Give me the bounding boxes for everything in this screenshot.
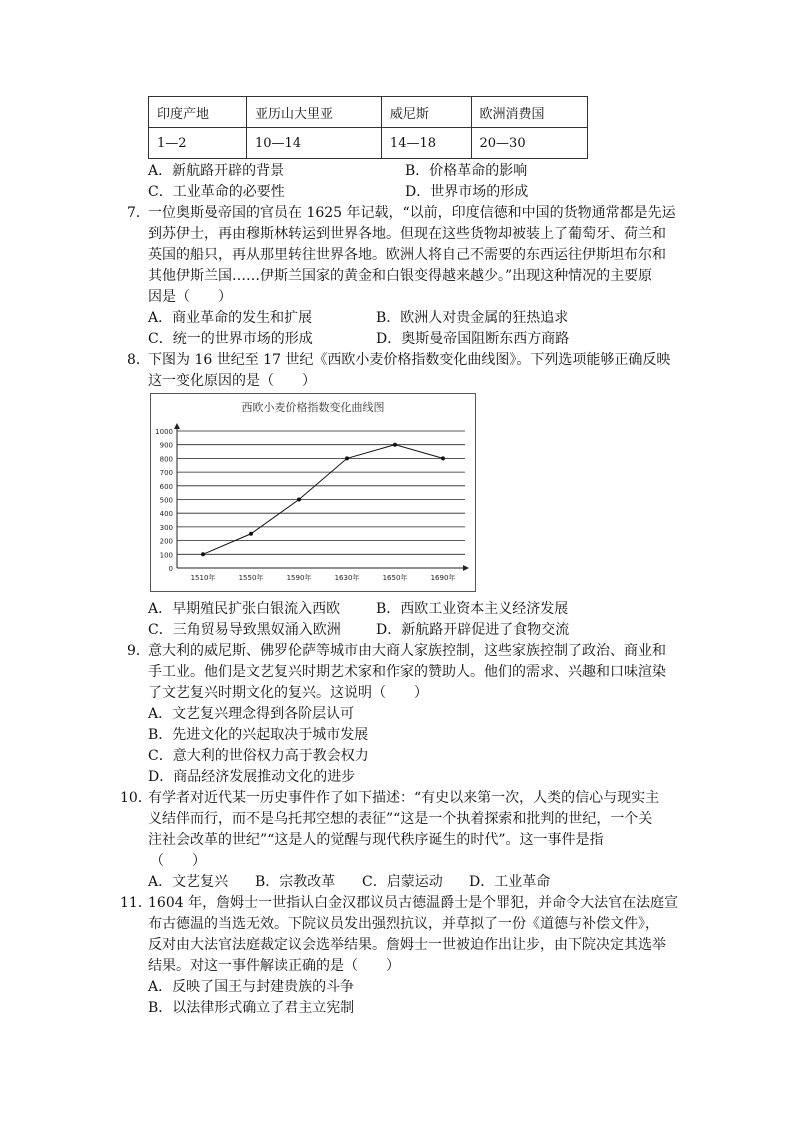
- q8-stem-line: 下图为 16 世纪至 17 世纪《西欧小麦价格指数变化曲线图》。下列选项能够正确反映: [148, 352, 671, 368]
- q8-option-d: D．新航路开辟促进了食物交流: [376, 622, 570, 638]
- x-tick-label: 1550年: [238, 574, 264, 582]
- data-point: [441, 456, 445, 460]
- y-tick-label: 0: [168, 565, 173, 573]
- y-tick-label: 600: [159, 482, 173, 491]
- q7-stem-line: 其他伊斯兰国……伊斯兰国家的黄金和白银变得越来越少。”出现这种情况的主要原: [148, 268, 653, 284]
- table-header-cell: 欧洲消费国: [471, 97, 587, 128]
- q11-stem-line: 布古德温的当选无效。下院议员发出强烈抗议，并草拟了一份《道德与补偿文件》，: [148, 916, 659, 932]
- q8-number: 8．: [127, 352, 150, 368]
- q11-option-a: A．反映了国王与封建贵族的斗争: [148, 979, 355, 995]
- q8-option-b: B．西欧工业资本主义经济发展: [376, 601, 569, 617]
- q11-stem-line: 反对由大法官法庭裁定议会选举结果。詹姆士一世被迫作出让步，由下院决定其选举: [148, 937, 666, 953]
- q8-option-c: C．三角贸易导致黑奴涌入欧洲: [148, 622, 341, 638]
- q7-option-c: C．统一的世界市场的形成: [148, 331, 313, 347]
- q7-stem-line: 英国的船只，再从那里转往世界各地。欧洲人将自己不需要的东西运往伊斯坦布尔和: [148, 247, 666, 263]
- q10-stem-line: 有学者对近代某一历史事件作了如下描述：“有史以来第一次，人类的信心与现实主: [148, 790, 660, 806]
- q7-option-b: B．欧洲人对贵金属的狂热追求: [376, 310, 569, 326]
- y-tick-label: 300: [159, 523, 173, 532]
- chart-svg: [151, 394, 475, 591]
- q9-option-b: B．先进文化的兴起取决于城市发展: [148, 727, 369, 743]
- y-tick-label: 200: [159, 537, 173, 546]
- data-point: [393, 443, 397, 447]
- data-point: [297, 498, 301, 502]
- chart-title: 西欧小麦价格指数变化曲线图: [241, 401, 385, 414]
- table-header-cell: 印度产地: [149, 97, 247, 128]
- table-cell: 14—18: [381, 128, 471, 159]
- table-row: [149, 97, 588, 128]
- q8-option-a: A．早期殖民扩张白银流入西欧: [148, 601, 341, 617]
- q9-option-a: A．文艺复兴理念得到各阶层认可: [148, 706, 355, 722]
- q11-option-b: B．以法律形式确立了君主立宪制: [148, 1000, 355, 1016]
- q10-stem-line: 义结伴而行，而不是乌托邦空想的表征”“这是一个执着探索和批判的世纪，一个关: [148, 811, 653, 827]
- q9-stem-line: 了文艺复兴时期文化的复兴。这说明（ ）: [148, 685, 428, 701]
- x-tick-label: 1690年: [430, 574, 456, 582]
- price-table: [148, 96, 588, 159]
- q7-number: 7．: [127, 205, 150, 221]
- table-cell: 20—30: [471, 128, 587, 159]
- q6-option-c: C．工业革命的必要性: [148, 184, 285, 200]
- q11-stem-line: 结果。对这一事件解读正确的是（ ）: [148, 958, 400, 974]
- data-point: [249, 532, 253, 536]
- y-tick-label: 400: [159, 510, 173, 519]
- q7-stem-line: 因是（ ）: [148, 289, 232, 305]
- y-tick-label: 700: [159, 469, 173, 478]
- q10-stem-line: （ ）: [150, 853, 206, 869]
- y-tick-label: 500: [159, 496, 173, 505]
- wheat-price-chart: [150, 393, 476, 592]
- q10-option-d: D．工业革命: [469, 874, 551, 890]
- x-tick-label: 1630年: [334, 574, 360, 582]
- q10-option-c: C．启蒙运动: [362, 874, 443, 890]
- x-tick-label: 1650年: [382, 574, 408, 582]
- q7-stem-line: 到苏伊士，再由穆斯林转运到世界各地。但现在这些货物却被装上了葡萄牙、荷兰和: [148, 226, 666, 242]
- q10-stem-line: 注社会改革的世纪”“这是人的觉醒与现代秩序诞生的时代”。这一事件是指: [148, 832, 604, 848]
- data-point: [345, 456, 349, 460]
- y-axis-arrow: [174, 423, 180, 429]
- q11-stem-line: 1604 年，詹姆士一世指认白金汉郡议员古德温爵士是个罪犯，并命令大法官在法庭宣: [148, 895, 679, 911]
- y-tick-label: 1000: [155, 428, 173, 436]
- q6-option-b: B．价格革命的影响: [405, 163, 528, 179]
- q9-stem-line: 手工业。他们是文艺复兴时期艺术家和作家的赞助人。他们的需求、兴趣和口味渲染: [148, 664, 666, 680]
- y-tick-label: 100: [159, 551, 173, 560]
- table-cell: 1—2: [149, 128, 247, 159]
- q11-number: 11．: [120, 895, 152, 911]
- table-header-cell: 威尼斯: [381, 97, 471, 128]
- q9-option-c: C．意大利的世俗权力高于教会权力: [148, 748, 369, 764]
- table-cell: 10—14: [247, 128, 382, 159]
- q6-option-a: A．新航路开辟的背景: [148, 163, 285, 179]
- q10-option-a: A．文艺复兴: [148, 874, 229, 890]
- x-tick-label: 1510年: [190, 574, 216, 582]
- x-tick-label: 1590年: [286, 574, 312, 582]
- q7-stem-line: 一位奥斯曼帝国的官员在 1625 年记载，“以前，印度信德和中国的货物通常都是先运: [148, 205, 676, 221]
- q9-stem-line: 意大利的威尼斯、佛罗伦萨等城市由大商人家族控制，这些家族控制了政治、商业和: [148, 643, 666, 659]
- y-tick-label: 900: [159, 441, 173, 450]
- x-axis-arrow: [463, 565, 469, 571]
- y-tick-label: 800: [159, 455, 173, 464]
- q10-number: 10．: [120, 790, 152, 806]
- q9-option-d: D．商品经济发展推动文化的进步: [148, 769, 356, 785]
- table-header-cell: 亚历山大里亚: [247, 97, 382, 128]
- q7-option-d: D．奥斯曼帝国阻断东西方商路: [376, 331, 570, 347]
- table-row: [149, 128, 588, 159]
- q9-number: 9．: [127, 643, 150, 659]
- q8-stem-line: 这一变化原因的是（ ）: [148, 373, 316, 389]
- q6-option-d: D．世界市场的形成: [405, 184, 529, 200]
- data-point: [201, 552, 205, 556]
- q7-option-a: A．商业革命的发生和扩展: [148, 310, 313, 326]
- q10-option-b: B．宗教改革: [255, 874, 336, 890]
